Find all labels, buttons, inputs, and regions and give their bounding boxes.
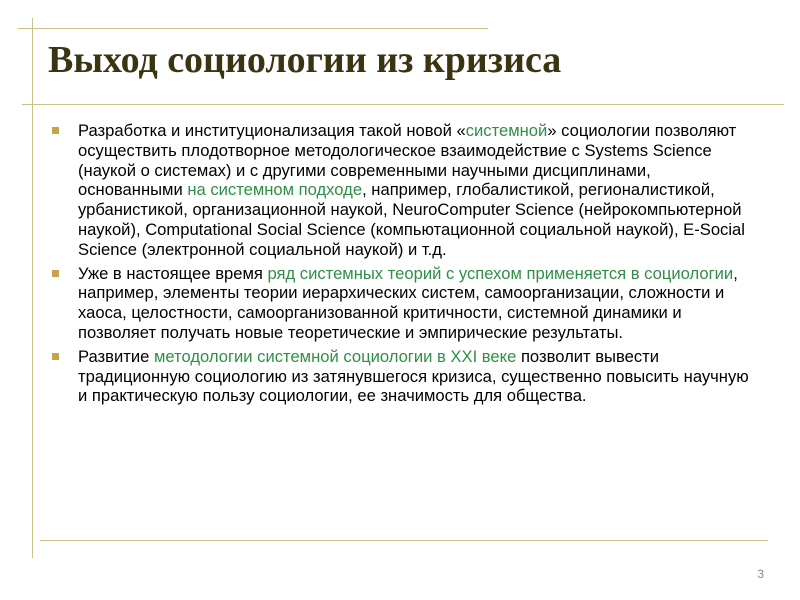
- bullet-text: Развитие: [78, 346, 154, 366]
- bullet-item: [52, 121, 752, 260]
- bullet-text: , например, глобалистикой, регионалистикой, урбанистикой, организационной наукой, NeuroComputer Science (нейрокомпьютерной наукой), Computational Social Science (компьютационной социальной наукой), E-Social Science (электронной социальной наукой) и т.д.: [78, 180, 745, 259]
- square-bullet-icon: [52, 353, 59, 360]
- page-number: 3: [757, 567, 764, 581]
- bullet-text: позволит вывести традиционную социологию из затянувшегося кризиса, существенно повысить научную и практическую пользу социологии, ее значимость для общества.: [78, 346, 749, 406]
- frame-vertical-line: [32, 18, 33, 558]
- highlighted-term: методологии системной социологии в XXI веке: [153, 346, 517, 366]
- bullet-text: , например, элементы теории иерархических систем, самоорганизации, сложности и хаоса, целостности, самоорганизованной критичности, системной динамики и позволяет получать новые теоретические и эмпирические результаты.: [78, 263, 738, 342]
- bullet-list: [52, 121, 752, 410]
- highlighted-term: ряд системных теорий с успехом применяется в социологии: [267, 263, 734, 283]
- slide-title: Выход социологии из кризиса: [48, 39, 562, 81]
- bullet-item: [52, 264, 752, 343]
- frame-top-line: [18, 28, 488, 29]
- square-bullet-icon: [52, 127, 59, 134]
- frame-bottom-line: [40, 540, 768, 541]
- bullet-text: Разработка и институционализация такой новой «: [78, 121, 466, 140]
- bullet-text: Уже в настоящее время: [78, 263, 268, 283]
- highlighted-term: на системном подходе: [187, 180, 363, 200]
- square-bullet-icon: [52, 270, 59, 277]
- highlighted-term: системной: [465, 121, 548, 140]
- bullet-text: » социологии позволяют осуществить плодотворное методологическое взаимодействие с Systems Science (наукой о системах) и с другими современными научными дисциплинами, основанными: [78, 121, 737, 200]
- bullet-item: [52, 347, 752, 406]
- title-underline: [22, 104, 784, 105]
